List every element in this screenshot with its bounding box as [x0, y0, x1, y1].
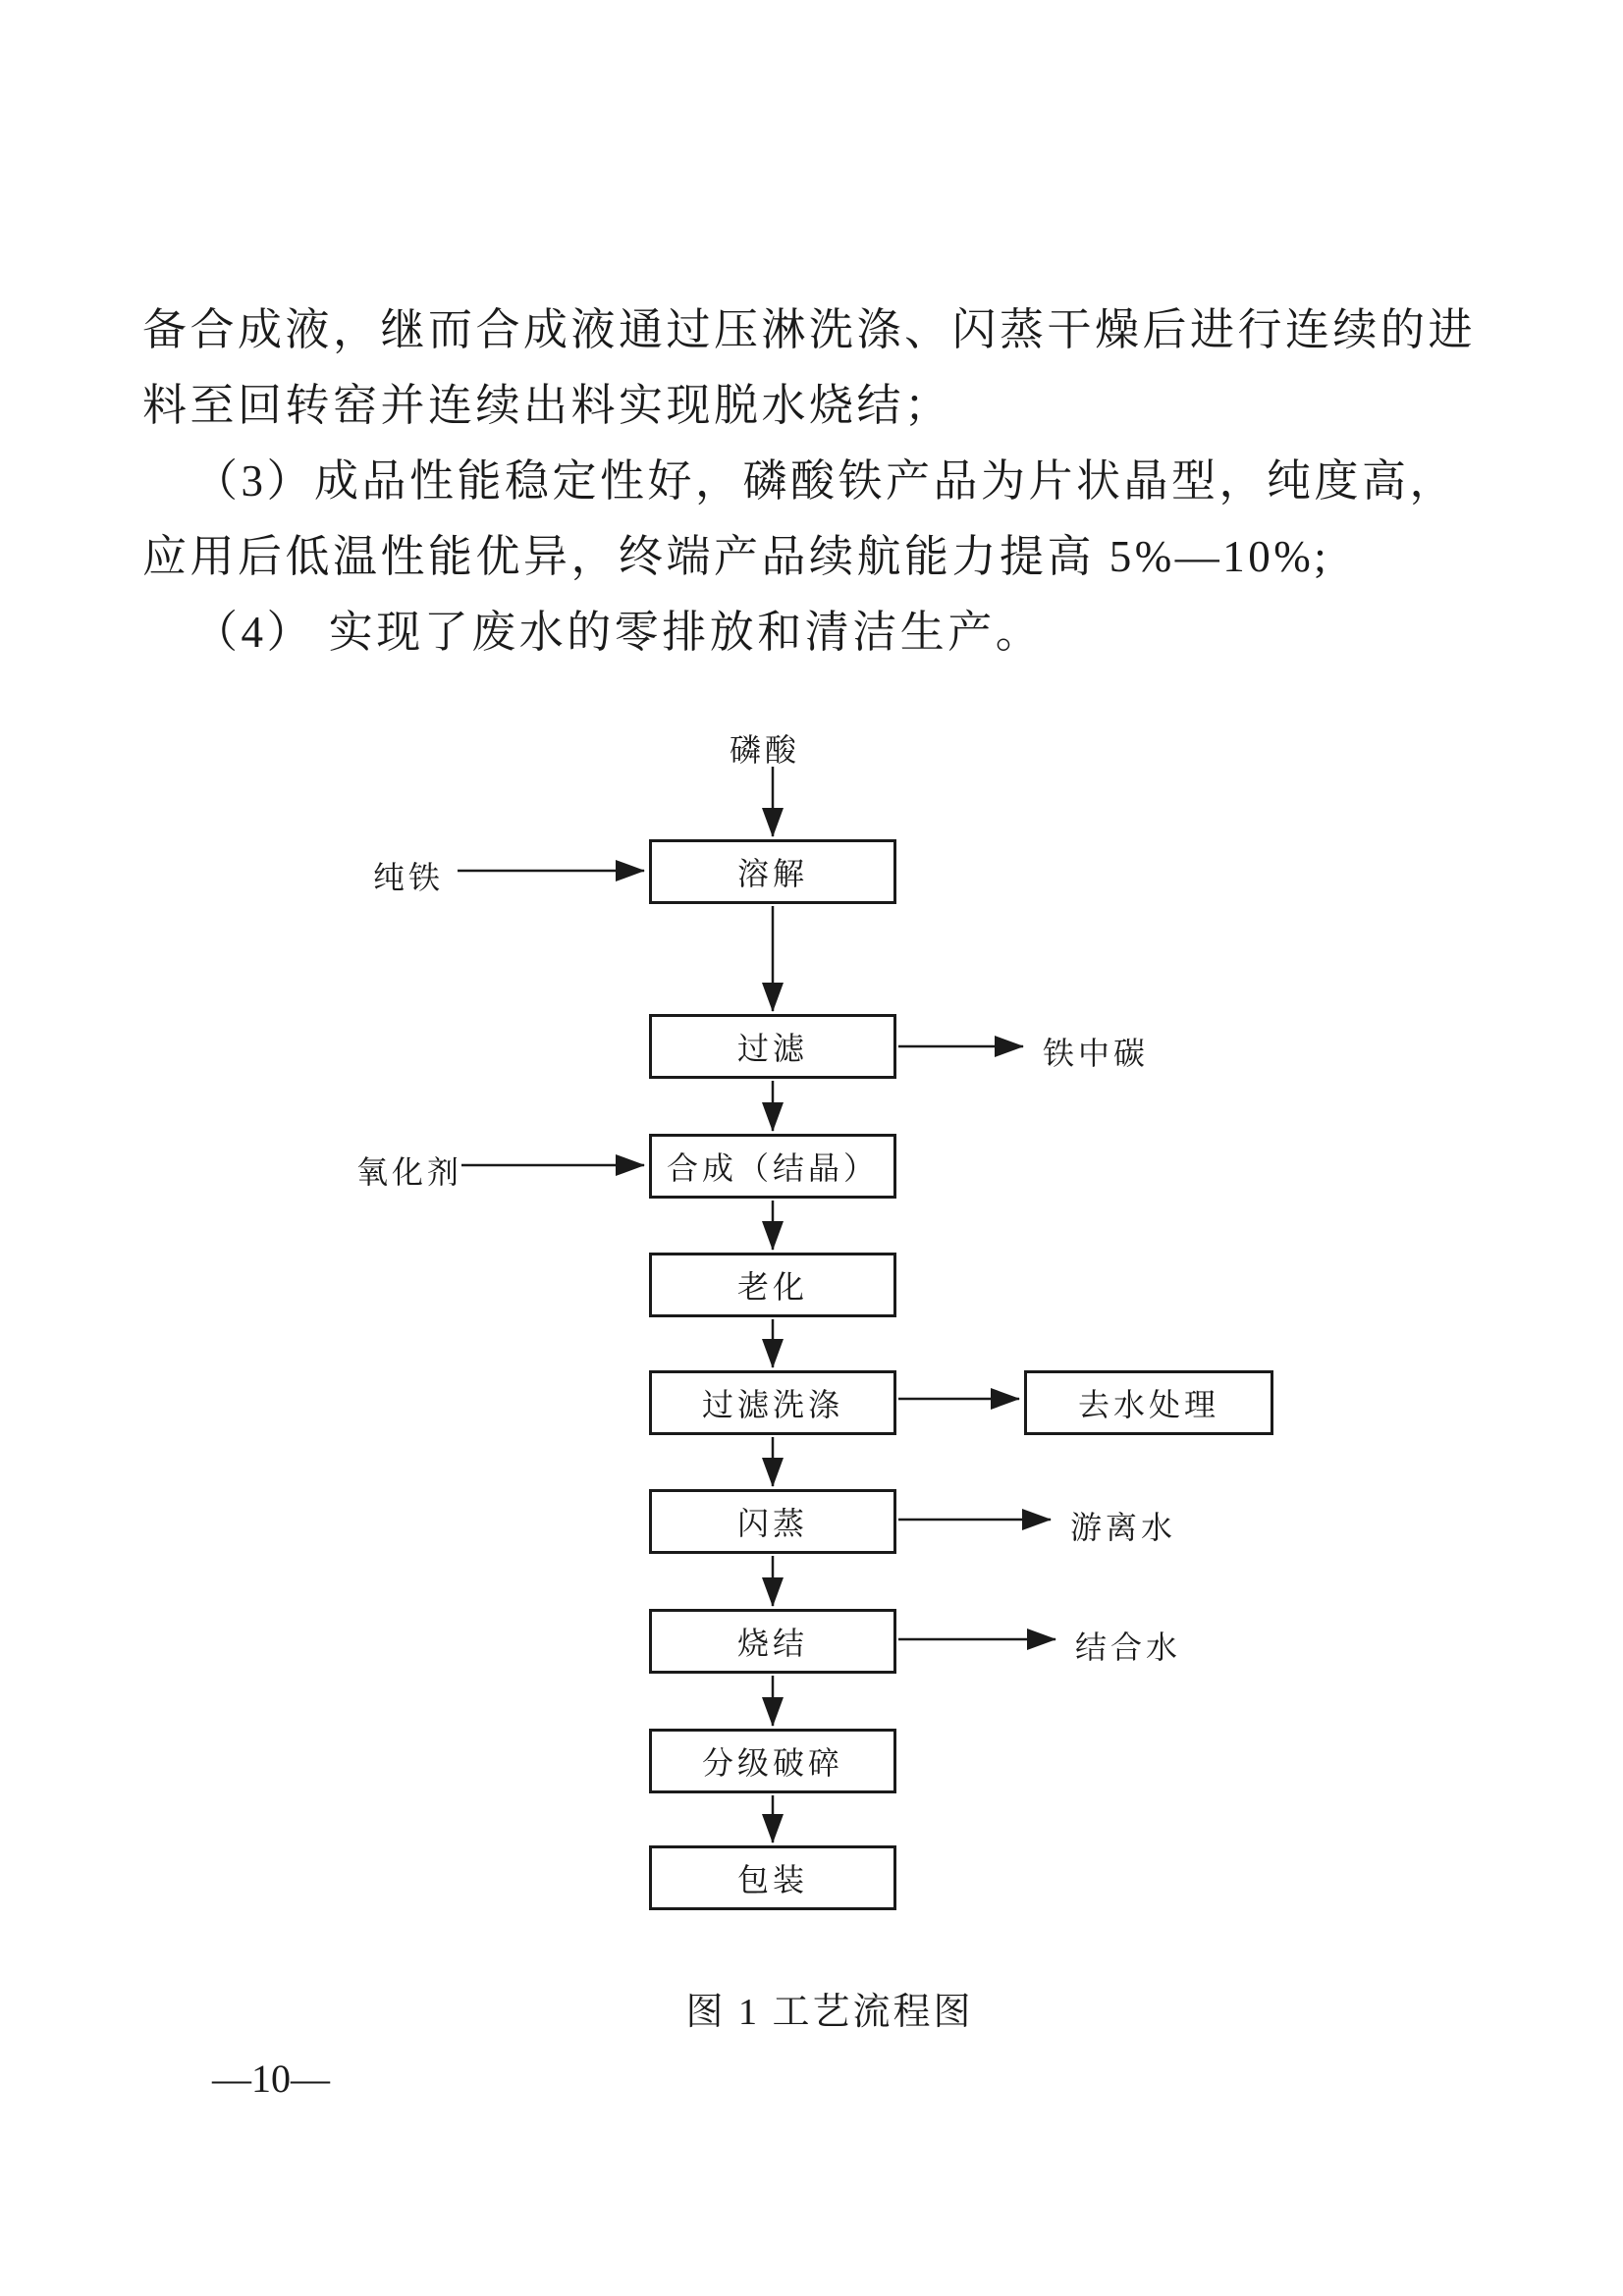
paragraph-line: 备合成液，继而合成液通过压淋洗涤、闪蒸干燥后进行连续的进: [142, 305, 1477, 354]
flow-output-box: 去水处理: [1024, 1370, 1273, 1435]
flow-step-box: 包装: [649, 1845, 896, 1910]
body-paragraph: [142, 293, 1507, 670]
paragraph-line: （3）成品性能稳定性好，磷酸铁产品为片状晶型，纯度高，: [193, 456, 1458, 506]
flow-input-label: 磷酸: [729, 732, 801, 768]
flow-input-label: 氧化剂: [355, 1154, 463, 1190]
flow-output-label: 结合水: [1075, 1629, 1182, 1665]
flow-input-label: 纯铁: [372, 860, 445, 895]
flow-step-box: 分级破碎: [649, 1729, 896, 1793]
page-number: —10—: [212, 2056, 330, 2101]
flow-output-label: 铁中碳: [1043, 1036, 1150, 1071]
paragraph-line: 料至回转窑并连续出料实现脱水烧结；: [142, 381, 952, 430]
figure-caption: 图 1 工艺流程图: [685, 1992, 974, 2033]
flow-output-label: 游离水: [1070, 1510, 1177, 1545]
flow-step-box: 过滤洗涤: [649, 1370, 896, 1435]
flow-step-box: 老化: [649, 1253, 896, 1317]
paragraph-line: 应用后低温性能优异，终端产品续航能力提高 5%—10%;: [142, 532, 1330, 581]
flow-step-box: 合成（结晶）: [649, 1134, 896, 1199]
flow-step-box: 过滤: [649, 1014, 896, 1079]
flow-step-box: 闪蒸: [649, 1489, 896, 1554]
flow-step-box: 溶解: [649, 839, 896, 904]
flow-step-box: 烧结: [649, 1609, 896, 1674]
paragraph-line: （4） 实现了废水的零排放和清洁生产。: [193, 608, 1044, 657]
